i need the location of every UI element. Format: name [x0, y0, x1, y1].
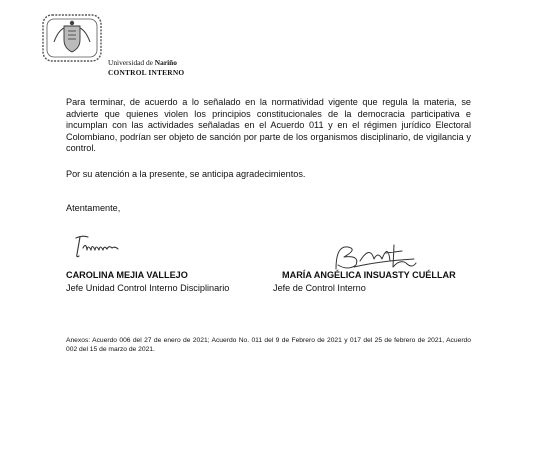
- institution-bold: Nariño: [154, 58, 177, 67]
- closing-salutation: Atentamente,: [66, 203, 121, 213]
- letterhead: [108, 58, 184, 78]
- body-paragraph-1: Para terminar, de acuerdo a lo señalado en la normatividad vigente que regula la materia, se advierte que quienes violen los principios constitucionales de la democracia participativa e incumplan con las actividades señaladas en el Acuerdo 011 y en el régimen jurídico Electoral Colombiano, podrían ser objeto de sanción por parte de los organismos disciplinario, de vigilancia y control.: [66, 97, 471, 154]
- signer-2-title: Jefe de Control Interno: [273, 283, 366, 293]
- institution-name: [108, 58, 184, 68]
- signer-2-name: MARÍA ANGÉLICA INSUASTY CUÉLLAR: [282, 270, 456, 280]
- signer-1-name: CAROLINA MEJIA VALLEJO: [66, 270, 188, 280]
- university-seal-icon: [42, 14, 102, 62]
- body-paragraph-2: Por su atención a la presente, se anticipa agradecimientos.: [66, 169, 306, 179]
- institution-prefix: Universidad de: [108, 58, 155, 67]
- signature-2-handwritten: [330, 239, 420, 273]
- signer-1-title: Jefe Unidad Control Interno Disciplinario: [66, 283, 230, 293]
- annex-note: Anexos: Acuerdo 006 del 27 de enero de 2021; Acuerdo No. 011 del 9 de Febrero de 2021 y 017 del 25 de febrero de 2021, Acuerdo 002 del 15 de marzo de 2021.: [66, 337, 471, 354]
- signature-1-handwritten: [66, 228, 132, 262]
- department-name: CONTROL INTERNO: [108, 68, 185, 77]
